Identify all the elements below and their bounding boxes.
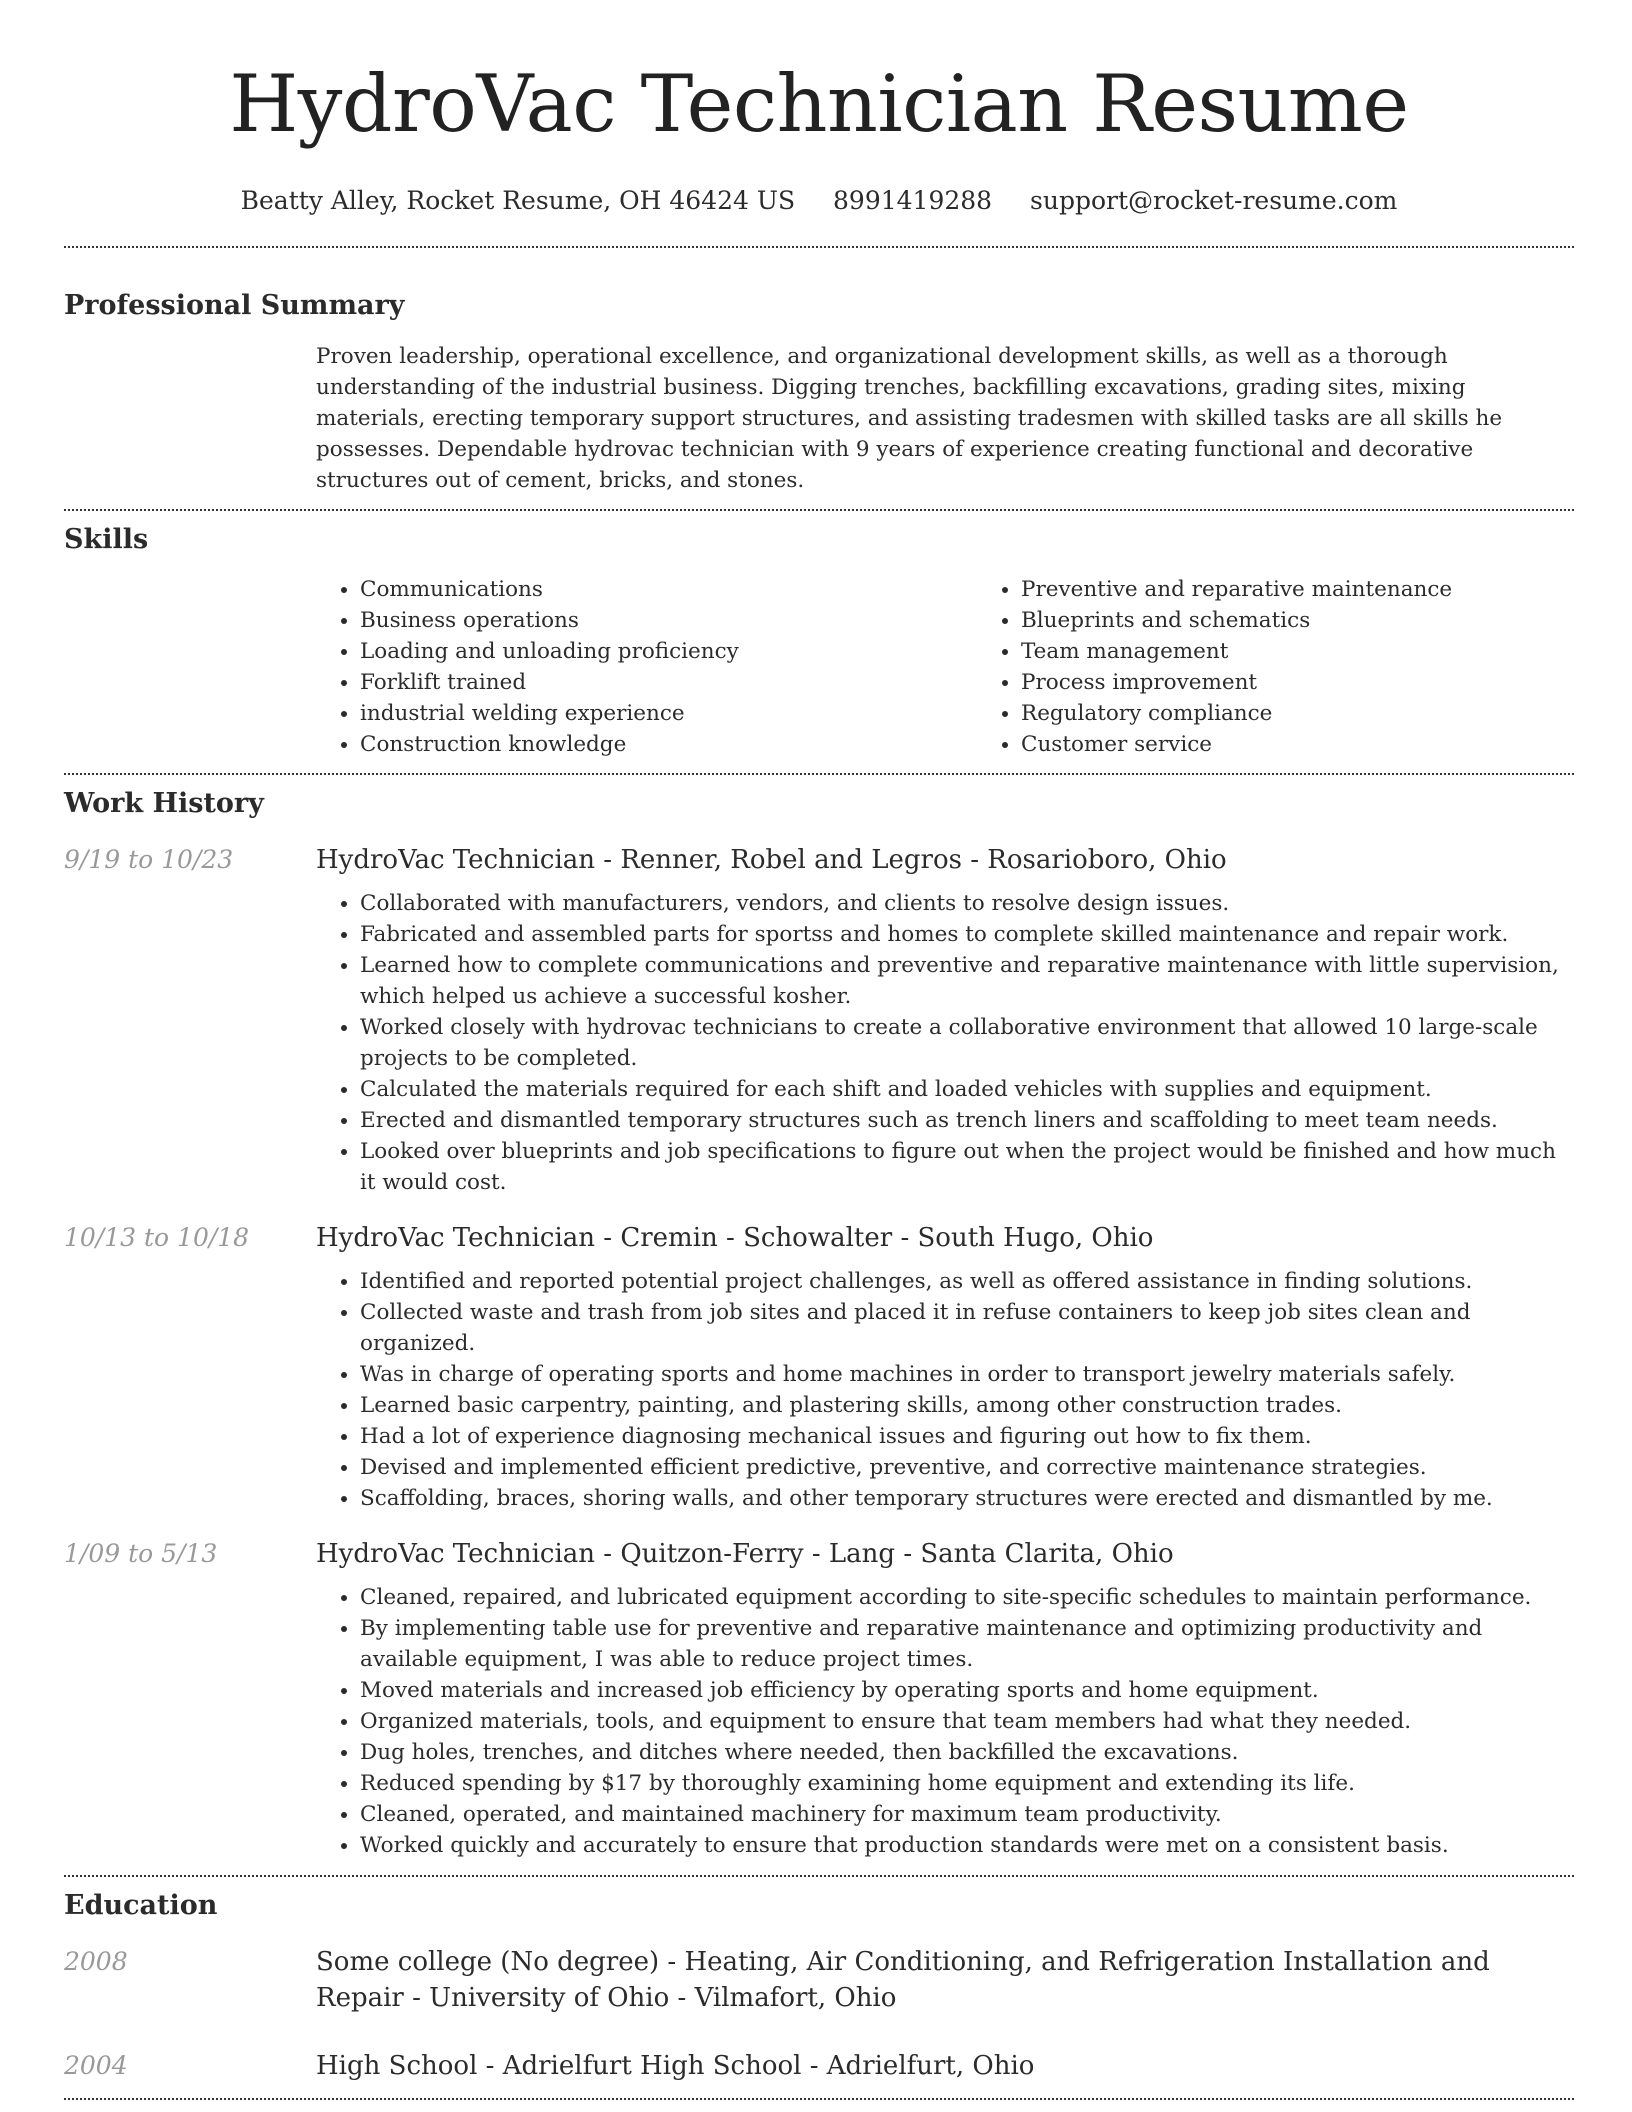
job-bullet: • Learned how to complete communications and preventive and reparative maintenance with little supervision, which helped us achieve a successful kosher. — [360, 950, 1574, 1012]
job-bullet: • Moved materials and increased job efficiency by operating sports and home equipment. — [360, 1675, 1574, 1706]
contact-address: Beatty Alley, Rocket Resume, OH 46424 US — [240, 186, 796, 215]
job-bullet: • Fabricated and assembled parts for sportss and homes to complete skilled maintenance and repair work. — [360, 919, 1574, 950]
skill-item: • Process improvement — [1021, 667, 1632, 698]
skills-columns — [316, 574, 1632, 760]
job-bullet: • Looked over blueprints and job specifications to figure out when the project would be finished and how much it would cost. — [360, 1136, 1574, 1198]
skill-item: • Communications — [360, 574, 977, 605]
job-employer: - Quitzon-Ferry - Lang - Santa Clarita, Ohio — [595, 1539, 1174, 1569]
divider — [64, 246, 1574, 248]
job-bullet: • Erected and dismantled temporary structures such as trench liners and scaffolding to meet team needs. — [360, 1105, 1574, 1136]
job-bullet: • Learned basic carpentry, painting, and plastering skills, among other construction trades. — [360, 1390, 1574, 1421]
education-entry — [64, 2048, 1574, 2084]
divider — [64, 1875, 1574, 1877]
skill-item: • Forklift trained — [360, 667, 977, 698]
skill-item: • Construction knowledge — [360, 729, 977, 760]
job-title: HydroVac Technician — [316, 845, 596, 875]
job-bullet: • Worked quickly and accurately to ensure that production standards were met on a consistent basis. — [360, 1830, 1574, 1861]
job-bullet: • Was in charge of operating sports and home machines in order to transport jewelry materials safely. — [360, 1359, 1574, 1390]
education-detail: High School - Adrielfurt High School - Adrielfurt, Ohio — [316, 2051, 1035, 2081]
job-bullet: • Reduced spending by $17 by thoroughly examining home equipment and extending its life. — [360, 1768, 1574, 1799]
skill-item: • Team management — [1021, 636, 1632, 667]
job-bullet: • Organized materials, tools, and equipment to ensure that team members had what they needed. — [360, 1706, 1574, 1737]
contact-line — [64, 184, 1574, 218]
job-employer: - Renner, Robel and Legros - Rosarioboro, Ohio — [595, 845, 1227, 875]
work-heading: Work History — [64, 788, 264, 819]
skill-item: • Preventive and reparative maintenance — [1021, 574, 1632, 605]
education-heading: Education — [64, 1890, 218, 1921]
job-heading — [316, 842, 1574, 878]
job-entry — [64, 1536, 1574, 1861]
job-bullet: • Had a lot of experience diagnosing mechanical issues and figuring out how to fix them. — [360, 1421, 1574, 1452]
resume-title: HydroVac Technician Resume — [229, 58, 1409, 150]
job-bullet: • Collaborated with manufacturers, vendors, and clients to resolve design issues. — [360, 888, 1574, 919]
job-bullet: • Cleaned, repaired, and lubricated equipment according to site-specific schedules to maintain performance. — [360, 1582, 1574, 1613]
resume-page — [64, 0, 1574, 2100]
divider — [64, 509, 1574, 511]
contact-email[interactable]: support@rocket-resume.com — [1030, 186, 1398, 215]
skill-item: • Blueprints and schematics — [1021, 605, 1632, 636]
skills-heading: Skills — [64, 524, 149, 555]
skills-row — [64, 574, 1574, 760]
job-bullets — [316, 1266, 1574, 1514]
skills-list-right — [977, 574, 1632, 760]
job-bullet: • Dug holes, trenches, and ditches where needed, then backfilled the excavations. — [360, 1737, 1574, 1768]
job-bullets — [316, 888, 1574, 1198]
job-heading — [316, 1536, 1574, 1572]
skill-item: • industrial welding experience — [360, 698, 977, 729]
job-bullet: • Worked closely with hydrovac technicians to create a collaborative environment that allowed 10 large-scale projects to be completed. — [360, 1012, 1574, 1074]
job-entry — [64, 842, 1574, 1198]
job-bullet: • Cleaned, operated, and maintained machinery for maximum team productivity. — [360, 1799, 1574, 1830]
job-title: HydroVac Technician — [316, 1539, 596, 1569]
job-bullet: • Calculated the materials required for each shift and loaded vehicles with supplies and equipment. — [360, 1074, 1574, 1105]
skill-item: • Customer service — [1021, 729, 1632, 760]
job-bullet: • Collected waste and trash from job sites and placed it in refuse containers to keep job sites clean and organized. — [360, 1297, 1574, 1359]
skill-item: • Regulatory compliance — [1021, 698, 1632, 729]
summary-heading: Professional Summary — [64, 290, 405, 321]
summary-row — [64, 341, 1574, 496]
summary-text: Proven leadership, operational excellence, and organizational development skills, as well as a thorough understanding of the industrial business. Digging trenches, backfilling excavations, grading sites, mixing materials, erecting temporary support structures, and assisting tradesmen with skilled tasks are all skills he possesses. Dependable hydrovac technician with 9 years of experience creating functional and decorative structures out of cement, bricks, and stones. — [316, 344, 1503, 493]
job-title: HydroVac Technician — [316, 1223, 596, 1253]
education-detail: Some college (No degree) - Heating, Air Conditioning, and Refrigeration Installation and Repair - University of Ohio - Vilmafort, Ohio — [316, 1947, 1490, 2013]
job-heading — [316, 1220, 1574, 1256]
job-bullet: • Devised and implemented efficient predictive, preventive, and corrective maintenance strategies. — [360, 1452, 1574, 1483]
contact-phone: 8991419288 — [833, 186, 993, 215]
job-date: 10/13 to 10/18 — [64, 1223, 250, 1252]
education-date: 2008 — [64, 1947, 128, 1976]
divider — [64, 2098, 1574, 2100]
skill-item: • Business operations — [360, 605, 977, 636]
divider — [64, 773, 1574, 775]
skill-item: • Loading and unloading proficiency — [360, 636, 977, 667]
job-bullet: • By implementing table use for preventive and reparative maintenance and optimizing productivity and available equipment, I was able to reduce project times. — [360, 1613, 1574, 1675]
job-bullet: • Identified and reported potential project challenges, as well as offered assistance in finding solutions. — [360, 1266, 1574, 1297]
skills-list-left — [316, 574, 977, 760]
job-employer: - Cremin - Schowalter - South Hugo, Ohio — [595, 1223, 1154, 1253]
job-bullets — [316, 1582, 1574, 1861]
job-date: 9/19 to 10/23 — [64, 845, 234, 874]
job-entry — [64, 1220, 1574, 1514]
education-entry — [64, 1944, 1574, 2016]
job-date: 1/09 to 5/13 — [64, 1539, 218, 1568]
education-date: 2004 — [64, 2051, 128, 2080]
job-bullet: • Scaffolding, braces, shoring walls, and other temporary structures were erected and dismantled by me. — [360, 1483, 1574, 1514]
